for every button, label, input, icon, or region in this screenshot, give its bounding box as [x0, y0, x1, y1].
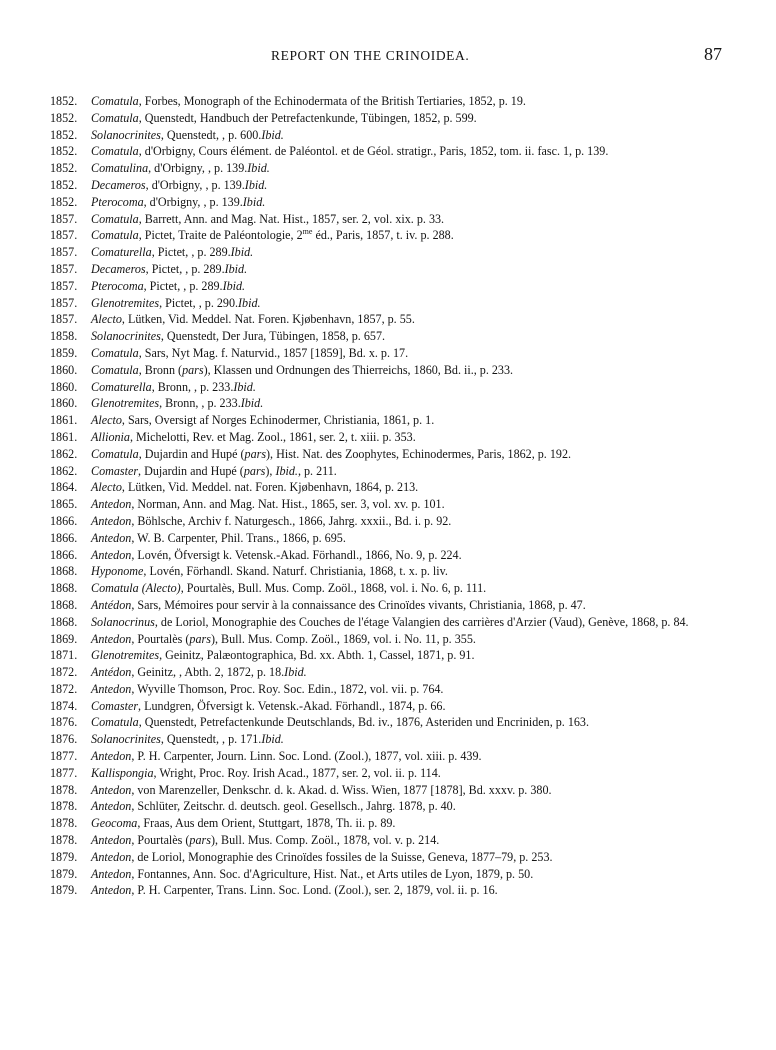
entry-citation — [91, 731, 752, 748]
entry-year: 1857. — [50, 278, 78, 293]
bibliography-entry — [0, 328, 776, 345]
citation-text: , Fraas, Aus dem Orient, Stuttgart, 1878, Th. ii. p. 89. — [137, 816, 396, 831]
bibliography-entry — [0, 731, 776, 748]
entry-year: 1860. — [50, 379, 78, 394]
bibliography-entry — [0, 631, 776, 648]
entry-citation — [91, 748, 752, 765]
pars-note: pars — [189, 631, 211, 646]
bibliography-entry — [0, 261, 776, 278]
entry-year: 1879. — [50, 883, 78, 898]
genus-name: Antedon — [91, 681, 132, 696]
bibliography-entry — [0, 664, 776, 681]
citation-text: , Michelotti, Rev. et Mag. Zool., 1861, ser. 2, t. xiii. p. 353. — [129, 429, 416, 444]
genus-name: Antedon — [91, 513, 132, 528]
genus-name: Comatula — [91, 94, 139, 108]
citation-text: , P. H. Carpenter, Trans. Linn. Soc. Lond. (Zool.), ser. 2, 1879, vol. ii. p. 16. — [131, 883, 498, 898]
citation-text: , Barrett, Ann. and Mag. Nat. Hist., 1857, ser. 2, vol. xix. p. 33. — [138, 211, 445, 226]
bibliography-entry — [0, 463, 776, 480]
entry-year: 1877. — [50, 749, 78, 764]
entry-citation — [91, 765, 752, 782]
citation-text: , Lundgren, Öfversigt k. Vetensk.-Akad. Förhandl., 1874, p. 66. — [138, 698, 446, 713]
entry-year: 1878. — [50, 816, 78, 831]
entry-citation — [91, 530, 752, 547]
citation-text: ), Klassen und Ordnungen des Thierreichs, 1860, Bd. ii., p. 233. — [203, 362, 514, 377]
citation-text: , d'Orbigny, — [148, 161, 208, 176]
bibliography-entry — [0, 177, 776, 194]
entry-citation — [91, 244, 752, 261]
genus-name: Comaster — [91, 698, 139, 713]
bibliography-entry — [0, 412, 776, 429]
genus-name: Comatula — [91, 715, 139, 730]
page-header — [0, 44, 776, 70]
ibid-reference: Ibid. — [284, 665, 307, 680]
bibliography-entry — [0, 748, 776, 765]
citation-text: , p. 233. — [201, 396, 241, 411]
citation-text: , W. B. Carpenter, Phil. Trans., 1866, p. 695. — [131, 530, 346, 545]
citation-text: , Dujardin and Hupé ( — [138, 463, 244, 478]
citation-text: , Sars, Mémoires pour servir à la connaissance des Crinoïdes vivants, Christiania, 1868, p. 47. — [131, 597, 586, 612]
entry-year: 1878. — [50, 799, 78, 814]
genus-name: Alecto — [91, 312, 122, 327]
entry-year: 1857. — [50, 228, 78, 243]
bibliography-entry — [0, 815, 776, 832]
citation-text: , Pourtalès ( — [131, 631, 190, 646]
entry-year: 1879. — [50, 866, 78, 881]
genus-name: Antedon — [91, 833, 132, 848]
entry-citation — [91, 295, 752, 312]
bibliography-entry — [0, 496, 776, 513]
bibliography-entry — [0, 647, 776, 664]
bibliography-entry — [0, 362, 776, 379]
bibliography-entry — [0, 882, 776, 899]
bibliography-entry — [0, 714, 776, 731]
genus-name: Comatula (Alecto) — [91, 581, 181, 596]
citation-text: , Pictet, — [143, 278, 184, 293]
genus-name: Hyponome — [91, 564, 144, 579]
entry-year: 1869. — [50, 631, 78, 646]
genus-name: Antedon — [91, 631, 132, 646]
genus-name: Comaturella — [91, 245, 152, 260]
genus-name: Kallispongia — [91, 765, 154, 780]
entry-citation — [91, 110, 752, 127]
genus-name: Pterocoma — [91, 194, 144, 209]
citation-text: , Böhlsche, Archiv f. Naturgesch., 1866, Jahrg. xxxii., Bd. i. p. 92. — [131, 513, 452, 528]
bibliography-entry — [0, 530, 776, 547]
entry-citation — [91, 345, 752, 362]
entry-citation — [91, 429, 752, 446]
entry-year: 1857. — [50, 245, 78, 260]
genus-name: Comatula — [91, 211, 139, 226]
citation-text: , Lütken, Vid. Meddel. nat. Foren. Kjøbenhavn, 1864, p. 213. — [121, 480, 419, 495]
entry-citation — [91, 782, 752, 799]
entry-year: 1857. — [50, 261, 78, 276]
entry-citation — [91, 278, 752, 295]
genus-name: Comaster — [91, 463, 139, 478]
entry-citation — [91, 580, 752, 597]
citation-text: , Geinitz, Palæontographica, Bd. xx. Abth. 1, Cassel, 1871, p. 91. — [159, 648, 475, 663]
entry-citation — [91, 664, 752, 681]
citation-text: éd., Paris, 1857, t. iv. p. 288. — [312, 228, 454, 243]
entry-year: 1862. — [50, 446, 78, 461]
ibid-reference: Ibid. — [240, 396, 264, 411]
genus-name: Antédon — [91, 597, 132, 612]
entry-year: 1871. — [50, 648, 78, 663]
ibid-reference: Ibid. — [233, 379, 256, 394]
bibliography-entry — [0, 832, 776, 849]
entry-citation — [91, 93, 752, 110]
citation-text: , Lovén, Öfversigt k. Vetensk.-Akad. Förhandl., 1866, No. 9, p. 224. — [131, 547, 462, 562]
genus-name: Comatula — [91, 362, 139, 377]
entry-year: 1857. — [50, 295, 78, 310]
entry-year: 1876. — [50, 715, 78, 730]
ibid-reference: Ibid. — [230, 245, 254, 260]
citation-text: ), Bull. Mus. Comp. Zoöl., 1869, vol. i. No. 11, p. 355. — [210, 631, 476, 646]
bibliography-entry — [0, 798, 776, 815]
entry-year: 1857. — [50, 211, 78, 226]
bibliography-entry — [0, 194, 776, 211]
entry-citation — [91, 194, 752, 211]
citation-text: , p. 139. — [203, 194, 243, 209]
genus-name: Antédon — [91, 665, 132, 680]
pars-note: pars — [182, 362, 204, 377]
entry-citation — [91, 798, 752, 815]
entry-year: 1860. — [50, 362, 78, 377]
entry-citation — [91, 211, 752, 228]
citation-text: ), Hist. Nat. des Zoophytes, Echinodermes, Paris, 1862, p. 192. — [266, 446, 572, 461]
entry-year: 1852. — [50, 94, 78, 108]
bibliography-entry — [0, 597, 776, 614]
entry-citation — [91, 631, 752, 648]
genus-name: Geocoma — [91, 816, 138, 831]
bibliography-entry — [0, 698, 776, 715]
citation-text: , Wright, Proc. Roy. Irish Acad., 1877, ser. 2, vol. ii. p. 114. — [153, 765, 441, 780]
entry-citation — [91, 614, 752, 631]
entry-year: 1876. — [50, 732, 78, 747]
entry-citation — [91, 143, 752, 160]
entry-year: 1864. — [50, 480, 78, 495]
genus-name: Antedon — [91, 849, 132, 864]
bibliography-entry — [0, 395, 776, 412]
citation-text: , p. 290. — [198, 295, 239, 310]
ibid-reference: Ibid. — [244, 177, 268, 192]
genus-name: Comatula — [91, 228, 139, 243]
entry-citation — [91, 395, 752, 412]
entry-citation — [91, 328, 752, 345]
genus-name: Comatula — [91, 446, 139, 461]
citation-text: , Bronn ( — [138, 362, 183, 377]
entry-year: 1861. — [50, 413, 78, 428]
ibid-reference: Ibid. — [275, 463, 298, 478]
entry-citation — [91, 261, 752, 278]
entry-year: 1852. — [50, 177, 78, 192]
entry-year: 1862. — [50, 463, 78, 478]
entry-citation — [91, 849, 752, 866]
genus-name: Pterocoma — [91, 278, 144, 293]
entry-citation — [91, 412, 752, 429]
bibliography-entry — [0, 614, 776, 631]
entry-citation — [91, 597, 752, 614]
bibliography-entry — [0, 244, 776, 261]
bibliography-entry — [0, 547, 776, 564]
genus-name: Antedon — [91, 547, 132, 562]
citation-text: , Pictet, Traite de Paléontologie, 2 — [138, 228, 303, 243]
bibliography-entry — [0, 311, 776, 328]
entry-citation — [91, 362, 752, 379]
citation-text: , Sars, Nyt Mag. f. Naturvid., 1857 [1859], Bd. x. p. 17. — [138, 345, 409, 360]
citation-text: , Abth. 2, 1872, p. 18. — [179, 665, 285, 680]
ibid-reference: Ibid. — [238, 295, 261, 310]
ibid-reference: Ibid. — [224, 261, 248, 276]
genus-name: Alecto — [91, 480, 122, 495]
genus-name: Antedon — [91, 866, 132, 881]
citation-text: , p. 289. — [183, 278, 223, 293]
citation-text: , Quenstedt, — [160, 732, 223, 747]
entry-year: 1879. — [50, 849, 78, 864]
pars-note: pars — [243, 463, 266, 478]
citation-text: ), — [265, 463, 276, 478]
citation-text: , Forbes, Monograph of the Echinodermata of the British Tertiaries, 1852, p. 19. — [138, 94, 526, 108]
citation-text: , Lovén, Förhandl. Skand. Naturf. Christiania, 1868, t. x. p. liv. — [143, 564, 448, 579]
genus-name: Comatula — [91, 345, 139, 360]
citation-text: , Quenstedt, — [160, 127, 223, 142]
synonymy-list — [0, 93, 776, 899]
entry-year: 1868. — [50, 581, 78, 596]
entry-year: 1859. — [50, 345, 78, 360]
superscript-text: me — [302, 227, 313, 237]
bibliography-entry — [0, 127, 776, 144]
pars-note: pars — [244, 446, 267, 461]
bibliography-entry — [0, 765, 776, 782]
entry-year: 1857. — [50, 312, 78, 327]
entry-citation — [91, 547, 752, 564]
citation-text: , p. 139. — [205, 177, 245, 192]
citation-text: , Bronn, — [159, 396, 202, 411]
entry-citation — [91, 681, 752, 698]
citation-text: , Pictet, — [159, 295, 199, 310]
citation-text: , p. 171. — [222, 732, 262, 747]
entry-year: 1865. — [50, 497, 78, 512]
genus-name: Solanocrinus — [91, 614, 155, 629]
entry-citation — [91, 479, 752, 496]
entry-year: 1868. — [50, 564, 78, 579]
ibid-reference: Ibid. — [247, 161, 270, 176]
citation-text: , p. 289. — [185, 261, 225, 276]
entry-citation — [91, 698, 752, 715]
entry-citation — [91, 513, 752, 530]
entry-year: 1852. — [50, 110, 78, 125]
entry-citation — [91, 882, 752, 899]
entry-year: 1878. — [50, 782, 78, 797]
bibliography-entry — [0, 849, 776, 866]
genus-name: Comatulina — [91, 161, 149, 176]
citation-text: , Dujardin and Hupé ( — [138, 446, 245, 461]
citation-text: , Pourtalès ( — [131, 833, 190, 848]
genus-name: Glenotremites — [91, 396, 160, 411]
entry-citation — [91, 832, 752, 849]
entry-citation — [91, 496, 752, 513]
ibid-reference: Ibid. — [242, 194, 266, 209]
entry-year: 1874. — [50, 698, 78, 713]
entry-year: 1866. — [50, 547, 78, 562]
entry-citation — [91, 127, 752, 144]
bibliography-entry — [0, 866, 776, 883]
citation-text: , Quenstedt, Petrefactenkunde Deutschlands, Bd. iv., 1876, Asteriden und Encriniden, p. 163. — [138, 715, 590, 730]
citation-text: , Bronn, — [151, 379, 195, 394]
entry-citation — [91, 227, 752, 244]
genus-name: Antedon — [91, 799, 132, 814]
ibid-reference: Ibid. — [261, 732, 284, 747]
entry-year: 1852. — [50, 194, 78, 209]
citation-text: , p. 289. — [191, 245, 231, 260]
entry-citation — [91, 866, 752, 883]
citation-text: , Quenstedt, Der Jura, Tübingen, 1858, p. 657. — [160, 329, 386, 344]
citation-text: , d'Orbigny, — [145, 177, 206, 192]
genus-name: Antedon — [91, 530, 132, 545]
citation-text: , Quenstedt, Handbuch der Petrefactenkunde, Tübingen, 1852, p. 599. — [138, 110, 477, 125]
ibid-reference: Ibid. — [222, 278, 246, 293]
genus-name: Antedon — [91, 749, 132, 764]
bibliography-entry — [0, 782, 776, 799]
entry-year: 1866. — [50, 530, 78, 545]
entry-year: 1872. — [50, 665, 78, 680]
citation-text: , Fontannes, Ann. Soc. d'Agriculture, Hist. Nat., et Arts utiles de Lyon, 1879, p. 50. — [131, 866, 534, 881]
citation-text: , de Loriol, Monographie des Couches de l'étage Valangien des carrières d'Arzier (Vaud), Genève, 1868, p. 84. — [154, 614, 689, 629]
entry-year: 1878. — [50, 833, 78, 848]
entry-citation — [91, 815, 752, 832]
bibliography-entry — [0, 479, 776, 496]
entry-year: 1860. — [50, 396, 78, 411]
genus-name: Solanocrinites — [91, 329, 161, 344]
bibliography-entry — [0, 211, 776, 228]
citation-text: , Pictet, — [145, 261, 186, 276]
citation-text: , Wyville Thomson, Proc. Roy. Soc. Edin., 1872, vol. vii. p. 764. — [131, 681, 444, 696]
entry-year: 1872. — [50, 681, 78, 696]
entry-citation — [91, 463, 752, 480]
bibliography-entry — [0, 379, 776, 396]
genus-name: Comatula — [91, 144, 139, 159]
bibliography-entry — [0, 143, 776, 160]
entry-citation — [91, 647, 752, 664]
genus-name: Comatula — [91, 110, 139, 125]
citation-text: , Norman, Ann. and Mag. Nat. Hist., 1865, ser. 3, vol. xv. p. 101. — [131, 497, 445, 512]
entry-citation — [91, 563, 752, 580]
entry-year: 1866. — [50, 513, 78, 528]
entry-year: 1868. — [50, 597, 78, 612]
citation-text: , de Loriol, Monographie des Crinoïdes fossiles de la Suisse, Geneva, 1877–79, p. 253. — [131, 849, 553, 864]
citation-text: , P. H. Carpenter, Journ. Linn. Soc. Lond. (Zool.), 1877, vol. xiii. p. 439. — [131, 749, 482, 764]
genus-name: Antedon — [91, 883, 132, 898]
citation-text: , d'Orbigny, Cours élément. de Paléontol. et de Géol. stratigr., Paris, 1852, tom. ii. fasc. 1, p. 139. — [138, 144, 609, 159]
genus-name: Allionia — [91, 429, 130, 444]
bibliography-entry — [0, 110, 776, 127]
entry-year: 1852. — [50, 144, 78, 159]
citation-text: ), Bull. Mus. Comp. Zoöl., 1878, vol. v. p. 214. — [210, 833, 440, 848]
bibliography-entry — [0, 513, 776, 530]
bibliography-entry — [0, 227, 776, 244]
citation-text: , Pictet, — [151, 245, 192, 260]
genus-name: Solanocrinites — [91, 732, 161, 747]
bibliography-entry — [0, 93, 776, 110]
ibid-reference: Ibid. — [261, 127, 284, 142]
genus-name: Decameros — [91, 261, 146, 276]
bibliography-entry — [0, 295, 776, 312]
entry-citation — [91, 311, 752, 328]
citation-text: , p. 211. — [297, 463, 337, 478]
entry-citation — [91, 177, 752, 194]
citation-text: , p. 233. — [194, 379, 234, 394]
bibliography-entry — [0, 429, 776, 446]
entry-year: 1858. — [50, 329, 78, 344]
citation-text: , Pourtalès, Bull. Mus. Comp. Zoöl., 1868, vol. i. No. 6, p. 111. — [180, 581, 487, 596]
entry-year: 1852. — [50, 161, 78, 176]
entry-year: 1868. — [50, 614, 78, 629]
genus-name: Antedon — [91, 782, 132, 797]
genus-name: Antedon — [91, 497, 132, 512]
genus-name: Alecto — [91, 413, 122, 428]
bibliography-entry — [0, 278, 776, 295]
genus-name: Glenotremites — [91, 648, 160, 663]
citation-text: , Sars, Oversigt af Norges Echinodermer, Christiania, 1861, p. 1. — [121, 413, 435, 428]
page-number: 87 — [704, 44, 722, 64]
entry-citation — [91, 714, 752, 731]
entry-citation — [91, 379, 752, 396]
genus-name: Solanocrinites — [91, 127, 161, 142]
citation-text: , d'Orbigny, — [143, 194, 204, 209]
bibliography-entry — [0, 446, 776, 463]
citation-text: , Schlüter, Zeitschr. d. deutsch. geol. Gesellsch., Jahrg. 1878, p. 40. — [131, 799, 456, 814]
citation-text: , Geinitz, — [131, 665, 180, 680]
genus-name: Decameros — [91, 177, 146, 192]
entry-citation — [91, 160, 752, 177]
entry-year: 1861. — [50, 429, 78, 444]
bibliography-entry — [0, 345, 776, 362]
bibliography-entry — [0, 681, 776, 698]
running-title: REPORT ON THE CRINOIDEA. — [271, 48, 470, 63]
entry-citation — [91, 446, 752, 463]
bibliography-entry — [0, 580, 776, 597]
pars-note: pars — [189, 833, 211, 848]
entry-year: 1877. — [50, 765, 78, 780]
bibliography-entry — [0, 563, 776, 580]
citation-text: , p. 139. — [207, 161, 248, 176]
citation-text: , von Marenzeller, Denkschr. d. k. Akad. d. Wiss. Wien, 1877 [1878], Bd. xxxv. p. 380. — [131, 782, 552, 797]
citation-text: , Lütken, Vid. Meddel. Nat. Foren. Kjøbenhavn, 1857, p. 55. — [121, 312, 415, 327]
citation-text: , p. 600. — [222, 127, 262, 142]
genus-name: Glenotremites — [91, 295, 160, 310]
entry-year: 1852. — [50, 127, 78, 142]
bibliography-entry — [0, 160, 776, 177]
genus-name: Comaturella — [91, 379, 152, 394]
